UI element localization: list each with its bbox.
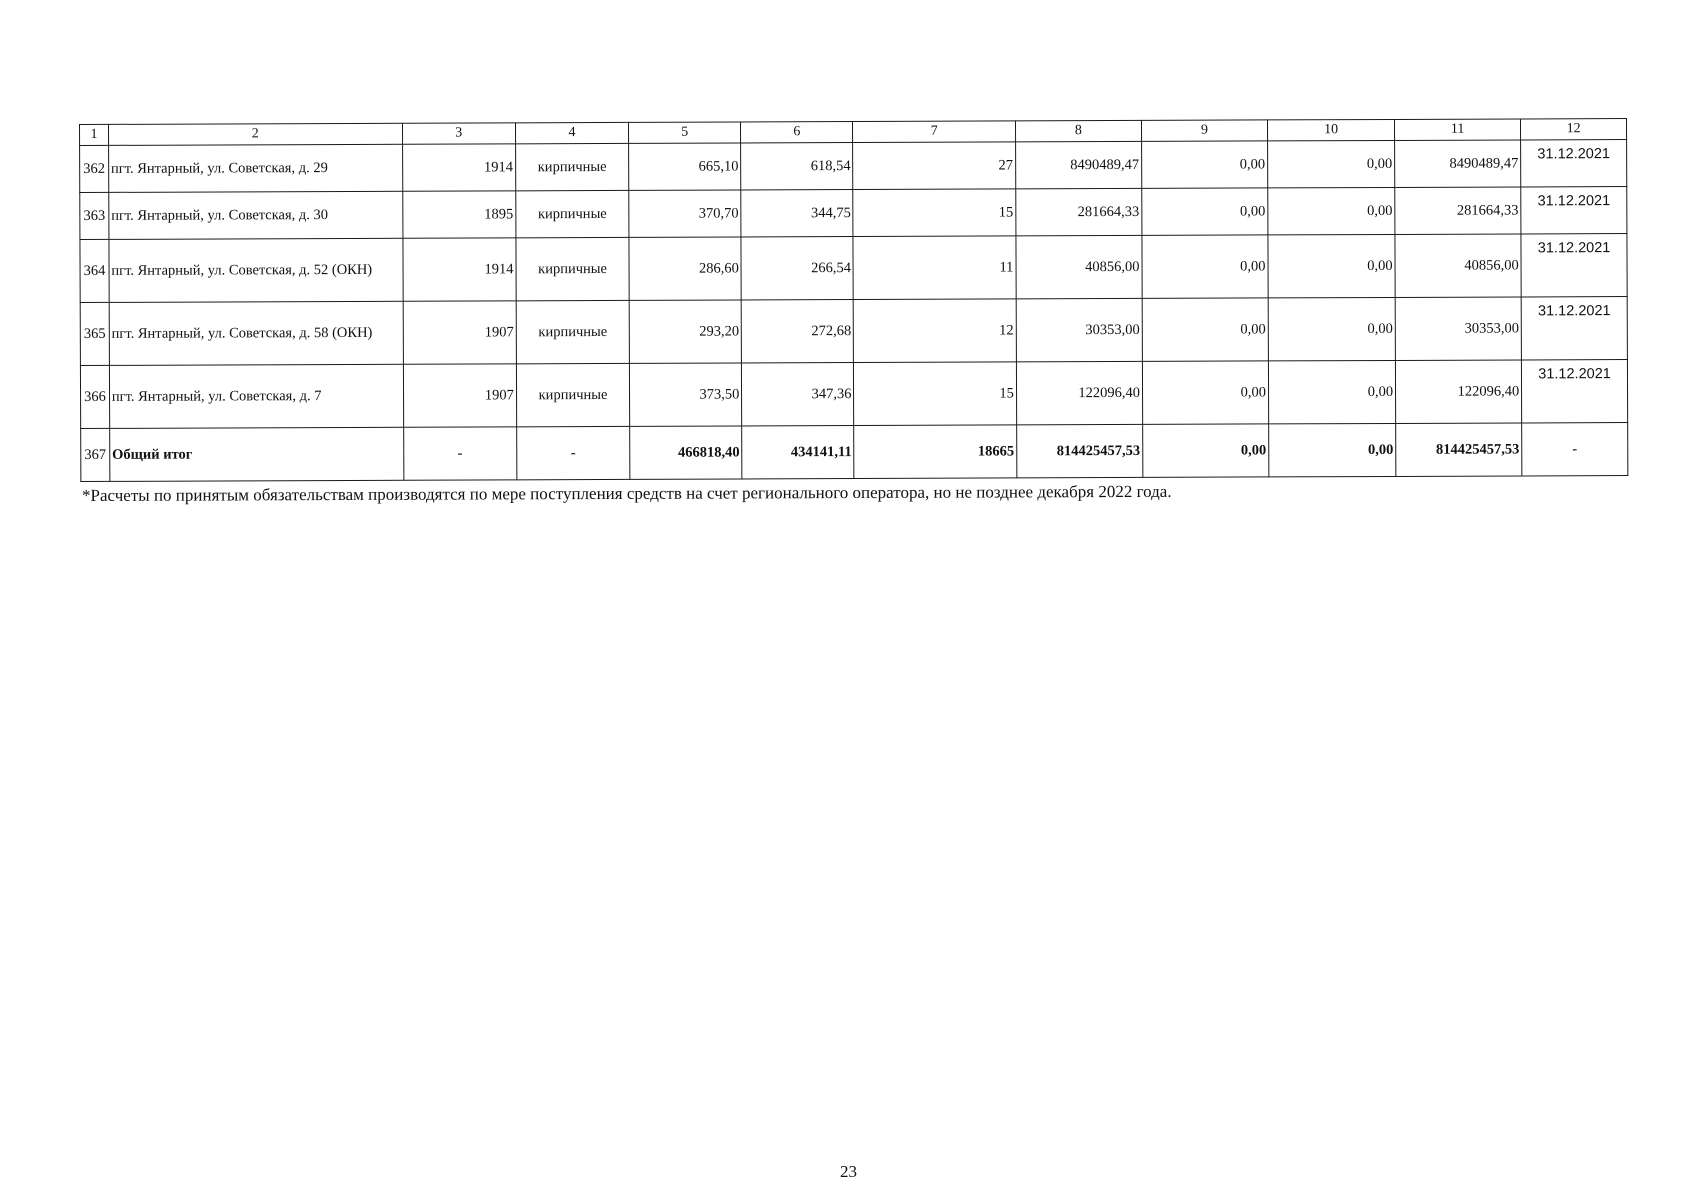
value-cell: 0,00 [1142,188,1268,235]
total-value-cell: 814425457,53 [1017,424,1143,477]
value-cell: 122096,40 [1396,360,1522,423]
total-value-cell: 18665 [854,425,1017,479]
address-cell: пгт. Янтарный, ул. Советская, д. 58 (ОКН) [109,301,403,365]
value-cell: 347,36 [742,363,854,426]
column-number: 2 [108,123,402,145]
value-cell: 344,75 [741,190,853,237]
value-cell: 373,50 [630,363,742,426]
year-cell: 1914 [403,238,516,301]
total-value-cell: 0,00 [1143,424,1269,477]
value-cell: 0,00 [1268,140,1395,187]
row-index: 366 [80,365,109,428]
column-number: 5 [629,122,741,143]
value-cell: 370,70 [629,190,741,237]
value-cell: 0,00 [1142,298,1268,361]
column-number: 11 [1395,119,1521,140]
value-cell: 11 [853,236,1016,300]
row-index: 365 [80,302,109,365]
value-cell: 0,00 [1141,141,1267,188]
material-cell: кирпичные [516,363,629,426]
value-cell: 122096,40 [1016,361,1142,424]
date-cell: 31.12.2021 [1521,187,1627,234]
date-cell: 31.12.2021 [1521,297,1627,360]
value-cell: 27 [853,142,1016,190]
value-cell: 40856,00 [1016,235,1142,298]
address-cell: пгт. Янтарный, ул. Советская, д. 7 [109,364,403,428]
row-index: 362 [80,145,109,192]
year-cell: 1914 [402,144,515,191]
value-cell: 281664,33 [1016,188,1142,235]
table-row [80,297,1627,366]
date-cell: 31.12.2021 [1521,140,1627,187]
table-row [80,140,1627,193]
date-cell: 31.12.2021 [1522,360,1628,423]
year-cell: 1895 [402,191,515,238]
total-label: Общий итог [110,427,404,481]
value-cell: 15 [854,362,1017,426]
value-cell: 12 [854,299,1017,363]
row-index: 367 [81,428,110,481]
value-cell: 40856,00 [1395,234,1521,297]
column-number: 12 [1521,119,1627,140]
column-number: 4 [515,122,628,143]
material-cell: кирпичные [516,190,629,237]
row-index: 363 [80,192,109,239]
column-number: 6 [741,122,853,143]
total-value-cell: 434141,11 [742,426,854,479]
material-cell: кирпичные [516,237,629,300]
value-cell: 30353,00 [1395,297,1521,360]
total-value-cell: 814425457,53 [1396,423,1522,476]
value-cell: 0,00 [1268,360,1395,423]
address-cell: пгт. Янтарный, ул. Советская, д. 30 [109,191,403,239]
column-number: 8 [1015,120,1141,141]
value-cell: 281664,33 [1395,187,1521,234]
column-number: 3 [402,123,515,144]
column-number: 9 [1141,120,1267,141]
address-cell: пгт. Янтарный, ул. Советская, д. 52 (ОКН) [109,238,403,302]
total-value-cell: 0,00 [1269,423,1396,476]
year-cell: 1907 [403,364,516,427]
footnote: *Расчеты по принятым обязательствам производятся по мере поступления средств на счет регионального оператора, но не позднее декабря 2022 года. [82,481,1172,505]
value-cell: 8490489,47 [1015,141,1141,188]
column-number: 10 [1267,119,1394,140]
value-cell: 0,00 [1142,235,1268,298]
column-number: 7 [853,121,1015,143]
row-index: 364 [80,239,109,302]
table-row [80,360,1627,429]
total-row [81,423,1628,482]
value-cell: 286,60 [629,237,741,300]
material-cell: - [517,426,630,479]
value-cell: 272,68 [741,300,853,363]
value-cell: 665,10 [629,143,741,190]
date-cell: 31.12.2021 [1521,234,1627,297]
material-cell: кирпичные [515,143,628,190]
total-value-cell: 466818,40 [630,426,742,479]
value-cell: 8490489,47 [1395,140,1521,187]
value-cell: 0,00 [1142,361,1268,424]
year-cell: - [403,427,516,480]
value-cell: 0,00 [1268,187,1395,234]
register-table [79,118,1628,482]
year-cell: 1907 [403,301,516,364]
table-row [80,234,1627,303]
value-cell: 15 [853,189,1016,237]
page-number: 23 [840,1162,857,1181]
value-cell: 293,20 [629,300,741,363]
value-cell: 0,00 [1268,297,1395,360]
value-cell: 0,00 [1268,234,1395,297]
value-cell: 266,54 [741,237,853,300]
address-cell: пгт. Янтарный, ул. Советская, д. 29 [108,144,402,192]
column-number: 1 [80,124,109,145]
value-cell: 30353,00 [1016,298,1142,361]
material-cell: кирпичные [516,300,629,363]
value-cell: 618,54 [741,143,853,190]
date-cell: - [1522,423,1628,476]
table-row [80,187,1627,240]
